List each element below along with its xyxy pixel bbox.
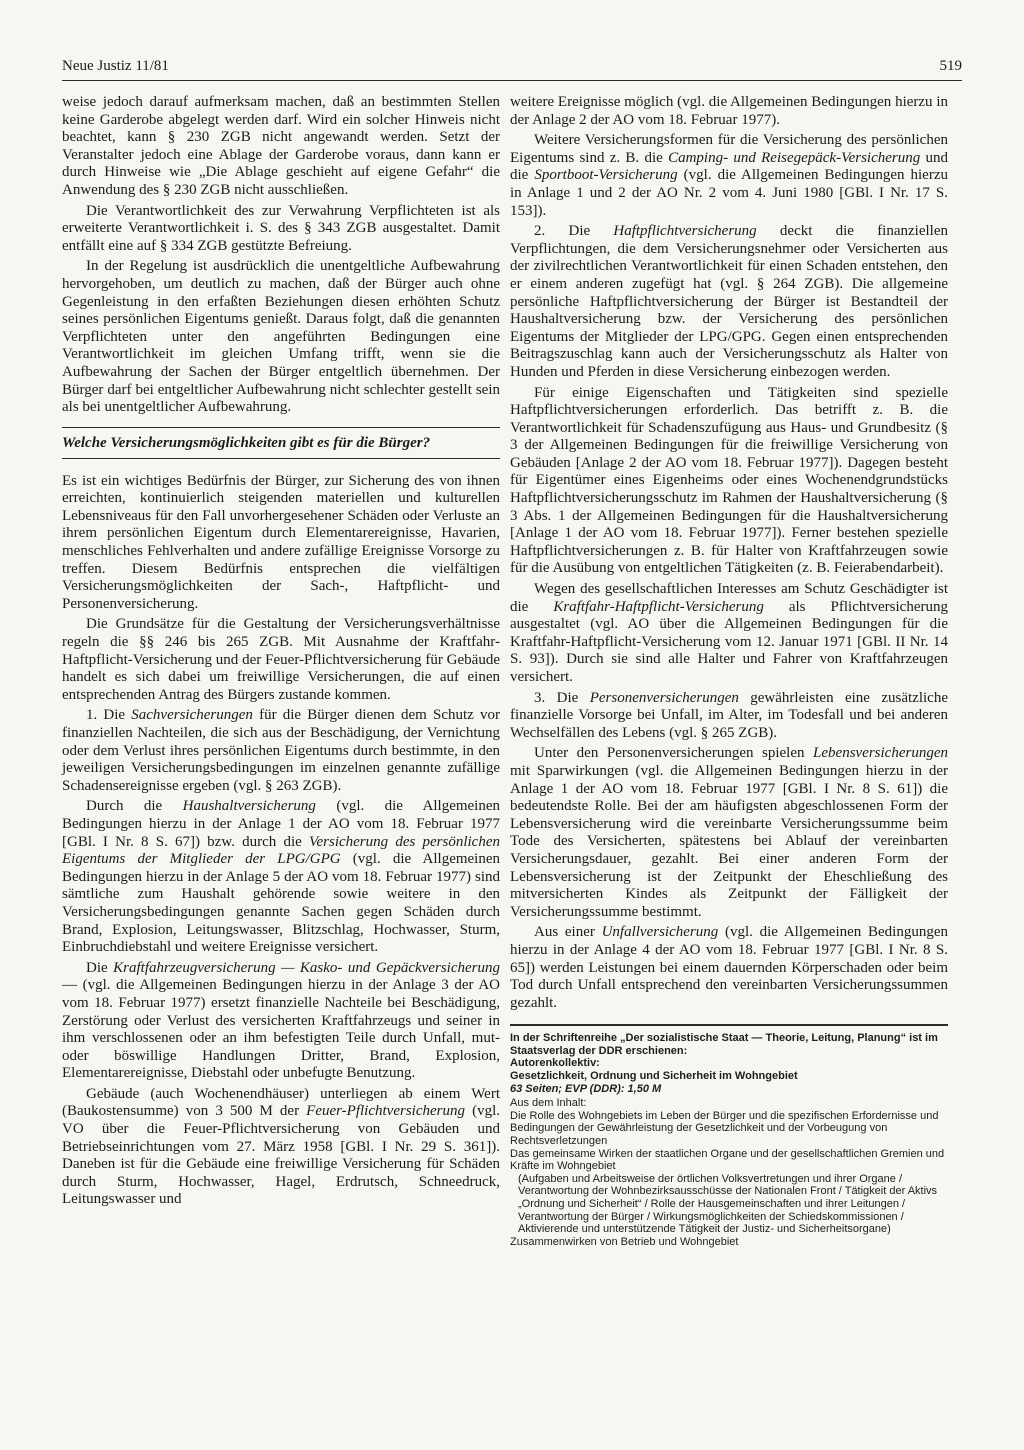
paragraph xyxy=(510,745,948,921)
text-run: (vgl. die Allgemeinen Bedingungen hierzu in Anlage 1 und 2 der AO Nr. 2 vom 4. Juni 1980 [GBl. I Nr. 17 S. 153]). xyxy=(510,167,948,219)
emphasis-term: Sportboot-Versicherung xyxy=(534,167,678,184)
ad-book-title: Gesetzlichkeit, Ordnung und Sicherheit im Wohngebiet xyxy=(510,1070,798,1083)
text-run: gewährleisten eine zusätzliche finanzielle Vorsorge bei Unfall, im Alter, im Todesfall und bei anderen Wechselfällen des Lebens (vgl. § 265 ZGB). xyxy=(510,689,948,741)
paragraph xyxy=(510,581,948,687)
ad-book-meta: 63 Seiten; EVP (DDR): 1,50 M xyxy=(510,1082,662,1095)
text-run: (vgl. die Allgemeinen Bedingungen hierzu in der Anlage 5 der AO vom 18. Februar 1977) sind sämtliche zum Haushalt gehörende sowie weitere in den Versicherungsbedingungen genannte Sachen gegen Schäden durch Brand, Explosion, Leitungswasser, Blitzschlag, Hochwasser, Sturm, Einbruchdiebstahl und weitere Ereignisse versichert. xyxy=(62,851,500,956)
paragraph xyxy=(510,690,948,743)
header-rule xyxy=(62,80,962,81)
section-rule-bottom xyxy=(62,458,500,459)
text-run: Gebäude (auch Wochenendhäuser) unterliegen ab einem Wert (Baukostensumme) von 3 500 M der xyxy=(62,1085,500,1120)
paragraph: Es ist ein wichtiges Bedürfnis der Bürger, zur Sicherung des von ihnen erreichten, kontinuierlich steigenden materiellen und kulturellen Lebensniveaus für den Fall unvorhergesehener Schäden oder Verluste an ihrem persönlichen Eigentum durch Elementarereignisse, Havarien, menschliches Fehlverhalten und andere zufällige Ereignisse Vorsorge zu treffen. Diesem Bedürfnis entsprechen die vielfältigen Versicherungsmöglichkeiten der Sach-, Haftpflicht- und Personenversicherung. xyxy=(62,472,500,612)
emphasis-term: Unfallversicherung xyxy=(601,924,719,941)
text-run: deckt die finanziellen Verpflichtungen, die dem Versicherungsnehmer oder Versicherten aus der zivilrechtlichen Verantwortlichkeit für einen Schaden entstehen, den er einem anderen zugefügt hat (vgl. § 264 ZGB). Die allgemeine persönliche Haftpflichtversicherung der Bürger ist Bestandteil der Haushaltversicherung bzw. der Versicherung des persönlichen Eigentums der Mitglieder der LPG/GPG. Gegen einen entsprechenden Beitragszuschlag kann auch der Versicherungsschutz als Halter von Hunden und Pferden in diese Versicherung einbezogen werden. xyxy=(510,223,948,380)
text-run: Unter den Personenversicherungen spielen xyxy=(534,745,814,762)
journal-title: Neue Justiz 11/81 xyxy=(62,58,169,74)
text-run: Aus einer xyxy=(534,924,602,941)
paragraph xyxy=(62,1086,500,1209)
paragraph: Für einige Eigenschaften und Tätigkeiten sind spezielle Haftpflichtversicherungen erforderlich. Das betrifft z. B. die Verantwortlichkeit für Schadenszufügung aus Haus- und Grundbesitz (§ 3 der Allgemeinen Bedingungen für die freiwillige Versicherung von Gebäuden [Anlage 2 der AO vom 18. Februar 1977]). Dagegen besteht für Eigentümer eines Eigenheims oder eines Wochenendgrundstücks Haftpflichtversicherungsschutz im Rahmen der Haushaltversicherung (§ 3 Abs. 1 der Allgemeinen Bedingungen für die Haushaltversicherung [Anlage 1 der AO vom 18. Februar 1977]). Ferner bestehen spezielle Haftpflichtversicherungen z. B. für Halter von Kraftfahrzeugen sowie für die Ausübung von entgeltlichen Tätigkeiten (z. B. Feierabendarbeit). xyxy=(510,384,948,577)
text-run: (vgl. die Allgemeinen Bedingungen hierzu in der Anlage 1 der AO vom 18. Februar 1977 [GBl. I Nr. 8 S. 67]) bzw. durch die xyxy=(62,798,501,850)
paragraph xyxy=(510,223,948,381)
left-column xyxy=(62,94,500,1209)
paragraph: In der Regelung ist ausdrücklich die unentgeltliche Aufbewahrung hervorgehoben, um deutlich zu machen, daß der Bürger auch ohne Gegenleistung in den erfaßten Beziehungen diesen erhöhten Schutz seines persönlichen Eigentums genießt. Daraus folgt, daß die genannten Verpflichteten unter den angeführten Bedingungen eine Verantwortlichkeit im gleichen Umfang trifft, wenn sie die Aufbewahrung der Sachen der Bürger entgeltlich übernehmen. Der Bürger darf bei entgeltlicher Aufbewahrung nicht schlechter gestellt sein als bei unentgeltlicher Aufbewahrung. xyxy=(62,258,500,416)
emphasis-term: Haftpflichtversicherung xyxy=(613,223,757,240)
text-run: mit Sparwirkungen (vgl. die Allgemeinen Bedingungen hierzu in der Anlage 1 der AO vom 18. Februar 1977 [GBl. I Nr. 8 S. 61]) die bedeutendste Rolle. Bei der am häufigsten abgeschlossenen Form der Lebensversicherung wird die vereinbarte Versicherungssumme beim Tode des Versicherten, spätestens bei Ablauf der vereinbarten Versicherungsdauer, gezahlt. Bei einer anderen Form der Lebensversicherung ist der Zeitpunkt der Eheschließung des mitversicherten Kindes als Zeitpunkt der Fälligkeit der Versicherungssumme bestimmt. xyxy=(510,762,948,920)
section-rule-top xyxy=(62,427,500,428)
ad-contents-item: (Aufgaben und Arbeitsweise der örtlichen Volksvertretungen und ihrer Organe / Verantwortung der Wohnbezirksausschüsse der Nationalen Front / Tätigkeit der Aktivs „Ordnung und Sicherheit“ / Rolle der Hausgemeinschaften und ihrer Leitungen / Verantwortung der Bürger / Wirkungsmöglichkeiten der Schiedskommissionen / Aktivierende und unterstützende Tätigkeit der Justiz- und Sicherheitsorgane) xyxy=(518,1172,938,1236)
paragraph: weise jedoch darauf aufmerksam machen, daß an bestimmten Stellen keine Garderobe abgelegt werden darf. Wird ein solcher Hinweis nicht beachtet, kann § 230 ZGB nicht angewandt werden. Setzt der Veranstalter jedoch eine Ablage der Garderobe voraus, dann kann er durch Hinweise wie „Die Ablage geschieht auf eigene Gefahr“ die Anwendung des § 230 ZGB nicht ausschließen. xyxy=(62,94,500,198)
text-run: als Pflichtversicherung ausgestaltet (vgl. AO über die Allgemeinen Bedingungen für die Kraftfahr-Haftpflicht-Versicherung vom 12. Januar 1971 [GBl. II Nr. 14 S. 93]). Durch sie sind alle Halter und Fahrer von Kraftfahrzeugen versichert. xyxy=(510,598,948,685)
emphasis-term: Feuer-Pflichtversicherung xyxy=(306,1103,465,1120)
ad-contents-item: Das gemeinsame Wirken der staatlichen Organe und der gesellschaftlichen Gremien und Kräfte im Wohngebiet xyxy=(510,1147,945,1173)
section-heading: Welche Versicherungsmöglichkeiten gibt es für die Bürger? xyxy=(62,434,431,451)
right-column xyxy=(510,94,948,1248)
emphasis-term: Personenversicherungen xyxy=(589,689,739,706)
ad-contents-item: Zusammenwirken von Betrieb und Wohngebiet xyxy=(510,1235,739,1248)
text-run: (vgl. VO über die Feuer-Pflichtversicherung von Gebäuden und Betriebseinrichtungen vom 27. März 1958 [GBl. I Nr. 29 S. 361]). Daneben ist für die Gebäude eine freiwillige Versicherung für Schäden durch Sturm, Hochwasser, Hagel, Erdrutsch, Schneedruck, Leitungswasser und xyxy=(62,1103,500,1208)
advertisement-rule xyxy=(510,1024,948,1026)
emphasis-term: Haushaltversicherung xyxy=(182,798,316,815)
text-run: 2. Die xyxy=(534,223,614,240)
paragraph: Die Verantwortlichkeit des zur Verwahrung Verpflichteten ist als erweiterte Verantwortlichkeit i. S. des § 343 ZGB ausgestaltet. Damit entfällt eine auf § 334 ZGB gestützte Befreiung. xyxy=(62,202,500,254)
text-run: Weitere Versicherungsformen für die Versicherung des persönlichen Eigentums sind z. B. die xyxy=(510,132,948,166)
ad-contents xyxy=(510,1097,948,1248)
paragraph xyxy=(62,960,500,1083)
ad-authors: Autorenkollektiv: xyxy=(510,1057,600,1070)
paragraph xyxy=(62,798,500,956)
text-run: (vgl. die Allgemeinen Bedingungen hierzu in der Anlage 4 der AO vom 18. Februar 1977 [GBl. I Nr. 8 S. 65]) werden Leistungen bei einem dauernden Körperschaden oder beim Tod durch Unfall entsprechend den vereinbarten Versicherungssummen gezahlt. xyxy=(510,924,948,1011)
paragraph xyxy=(62,707,500,795)
emphasis-term: Camping- und Reisegepäck-Versicherung xyxy=(668,149,921,166)
emphasis-term: Kraftfahrzeugversicherung — Kasko- und Gepäckversicherung xyxy=(113,959,500,976)
text-run: für die Bürger dienen dem Schutz vor finanziellen Nachteilen, die sich aus der Beschädigung, der Vernichtung oder dem Verlust ihres persönlichen Eigentums durch bestimmte, in den jeweiligen Versicherungsbedingungen im einzelnen genannte zufällige Schadensereignisse ergeben (vgl. § 263 ZGB). xyxy=(62,707,500,794)
emphasis-term: Lebensversicherungen xyxy=(813,745,948,762)
book-advertisement xyxy=(510,1032,948,1248)
emphasis-term: Sachversicherungen xyxy=(131,707,253,724)
text-run: Durch die xyxy=(86,798,183,815)
text-run: 1. Die xyxy=(86,707,132,724)
text-run: und die xyxy=(510,149,949,184)
text-run: 3. Die xyxy=(534,689,590,706)
ad-intro: In der Schriftenreihe „Der sozialistische Staat — Theorie, Leitung, Planung“ ist im Staatsverlag der DDR erschienen: xyxy=(510,1032,938,1057)
paragraph: weitere Ereignisse möglich (vgl. die Allgemeinen Bedingungen hierzu in der Anlage 2 der AO vom 18. Februar 1977). xyxy=(510,94,948,128)
text-run: Die xyxy=(86,959,114,976)
text-run: — (vgl. die Allgemeinen Bedingungen hierzu in der Anlage 3 der AO vom 18. Februar 1977) ersetzt finanzielle Nachteile bei Beschädigung, Zerstörung oder Verlust des versicherten Kraftfahrzeugs und seiner in ihm verschlossenen oder an ihm befestigten Teile durch Unfall, mut- oder böswillige Handlungen Dritter, Brand, Explosion, Elementarereignisse, Diebstahl oder unbefugte Benutzung. xyxy=(62,977,500,1082)
paragraph xyxy=(510,924,948,1012)
emphasis-term: Kraftfahr-Haftpflicht-Versicherung xyxy=(553,598,764,615)
emphasis-term: Versicherung des persönlichen Eigentums der Mitglieder der LPG/GPG xyxy=(62,833,500,868)
paragraph xyxy=(510,132,948,220)
text-run: Wegen des gesellschaftlichen Interesses am Schutz Geschädigter ist die xyxy=(510,581,948,615)
ad-contents-label: Aus dem Inhalt: xyxy=(510,1097,587,1110)
page-number: 519 xyxy=(939,58,962,74)
paragraph: Die Grundsätze für die Gestaltung der Versicherungsverhältnisse regeln die §§ 246 bis 265 ZGB. Mit Ausnahme der Kraftfahr-Haftpflicht-Versicherung und der Feuer-Pflichtversicherung für Gebäude handelt es sich dabei um freiwillige Versicherungen, die auf einen entsprechenden Antrag des Bürgers zustande kommen. xyxy=(62,616,500,703)
ad-contents-item: Die Rolle des Wohngebiets im Leben der Bürger und die spezifischen Erfordernisse und Bedingungen der Gewährleistung der Gesetzlichkeit und der Vorbeugung von Rechtsverletzungen xyxy=(510,1109,939,1148)
